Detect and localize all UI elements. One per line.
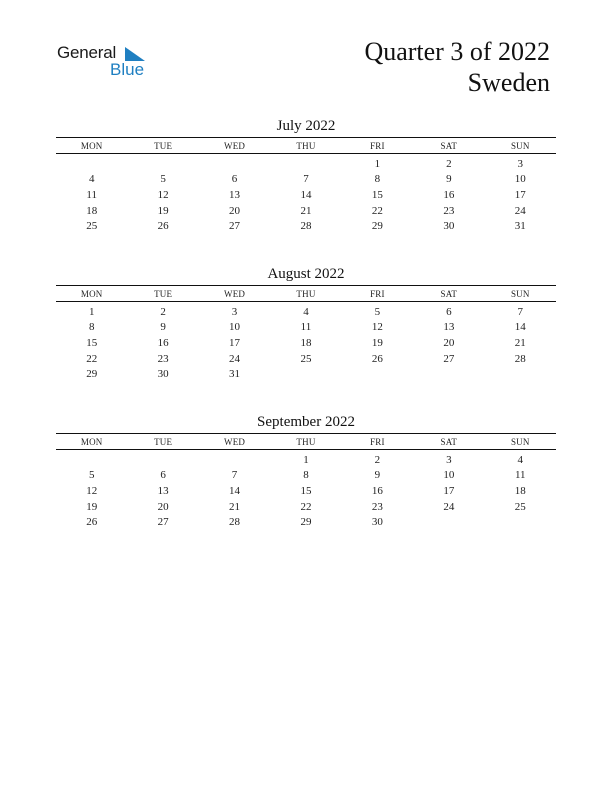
- page-title: Quarter 3 of 2022: [364, 37, 550, 66]
- weekday-header-row: [56, 138, 556, 154]
- month-calendar: [56, 413, 556, 530]
- page-title-block: [364, 36, 550, 98]
- weekday-header: FRI: [342, 286, 413, 302]
- day-cell: 22: [86, 352, 98, 365]
- day-cell: 30: [157, 368, 169, 381]
- day-cell: 19: [86, 500, 98, 513]
- day-cell: 27: [157, 516, 169, 529]
- weekday-header: THU: [270, 434, 341, 450]
- weekday-header: SAT: [413, 434, 484, 450]
- weekday-header: WED: [199, 138, 270, 154]
- day-cell: 6: [160, 469, 166, 482]
- day-cell: 31: [229, 368, 241, 381]
- day-cell: 9: [160, 321, 166, 334]
- day-cell: 27: [229, 220, 241, 233]
- weekday-header: THU: [270, 286, 341, 302]
- day-cell: 13: [157, 484, 169, 497]
- month-grid: [56, 285, 556, 382]
- day-cell: 16: [157, 336, 169, 349]
- empty-day-cell: [270, 154, 341, 172]
- day-cell: 10: [229, 321, 241, 334]
- weekday-header: MON: [56, 286, 127, 302]
- month-title: September 2022: [257, 414, 355, 430]
- empty-day-cell: [127, 154, 198, 172]
- empty-day-cell: [127, 450, 198, 468]
- day-cell: 11: [514, 469, 526, 482]
- day-cell: 2: [160, 305, 166, 318]
- day-cell: 14: [300, 188, 312, 201]
- week-row: [56, 514, 556, 530]
- day-cell: 12: [157, 188, 169, 201]
- day-cell: 21: [229, 500, 241, 513]
- day-cell: 13: [229, 188, 241, 201]
- day-cell: 7: [303, 173, 309, 186]
- day-cell: 24: [443, 500, 455, 513]
- week-row: [56, 483, 556, 499]
- day-cell: 5: [374, 305, 381, 318]
- weekday-header-row: [56, 434, 556, 450]
- empty-day-cell: [56, 154, 127, 172]
- day-cell: 9: [446, 173, 452, 186]
- day-cell: 3: [231, 305, 238, 318]
- week-row: [56, 468, 556, 484]
- day-cell: 17: [514, 188, 526, 201]
- day-cell: 5: [88, 469, 95, 482]
- empty-day-cell: [485, 514, 556, 530]
- day-cell: 15: [300, 484, 312, 497]
- day-cell: 28: [300, 220, 312, 233]
- day-cell: 14: [229, 484, 241, 497]
- week-row: [56, 366, 556, 382]
- day-cell: 25: [300, 352, 312, 365]
- day-cell: 20: [157, 500, 169, 513]
- day-cell: 29: [86, 368, 98, 381]
- empty-day-cell: [413, 514, 484, 530]
- day-cell: 30: [443, 220, 455, 233]
- month-grid: [56, 137, 556, 234]
- day-cell: 26: [86, 516, 98, 529]
- weekday-header: WED: [199, 286, 270, 302]
- day-cell: 20: [229, 204, 241, 217]
- day-cell: 18: [514, 484, 526, 497]
- day-cell: 15: [371, 188, 383, 201]
- weekday-header: SUN: [485, 286, 556, 302]
- day-cell: 25: [514, 500, 526, 513]
- day-cell: 23: [443, 204, 455, 217]
- day-cell: 21: [300, 204, 312, 217]
- day-cell: 26: [157, 220, 169, 233]
- week-row: [56, 203, 556, 219]
- day-cell: 28: [229, 516, 241, 529]
- day-cell: 9: [374, 469, 381, 482]
- empty-day-cell: [270, 366, 341, 382]
- week-row: [56, 335, 556, 351]
- day-cell: 5: [160, 173, 166, 186]
- day-cell: 18: [300, 336, 312, 349]
- day-cell: 2: [446, 157, 452, 170]
- day-cell: 12: [86, 484, 98, 497]
- day-cell: 8: [374, 173, 381, 186]
- weekday-header: WED: [199, 434, 270, 450]
- day-cell: 28: [514, 352, 526, 365]
- empty-day-cell: [485, 366, 556, 382]
- week-row: [56, 172, 556, 188]
- day-cell: 15: [86, 336, 98, 349]
- day-cell: 24: [229, 352, 241, 365]
- day-cell: 20: [443, 336, 455, 349]
- day-cell: 27: [443, 352, 455, 365]
- month-title: July 2022: [276, 118, 336, 134]
- day-cell: 23: [157, 352, 169, 365]
- empty-day-cell: [56, 450, 127, 468]
- logo-word-blue: Blue: [110, 60, 145, 79]
- empty-day-cell: [342, 366, 413, 382]
- day-cell: 23: [371, 500, 383, 513]
- weekday-header: FRI: [342, 138, 413, 154]
- day-cell: 13: [443, 321, 455, 334]
- day-cell: 29: [300, 516, 312, 529]
- week-row: [56, 187, 556, 203]
- empty-day-cell: [199, 154, 270, 172]
- month-calendar: [56, 265, 556, 382]
- country-name: Sweden: [467, 68, 550, 97]
- weekday-header: MON: [56, 138, 127, 154]
- day-cell: 22: [371, 204, 383, 217]
- week-row: [56, 154, 556, 172]
- day-cell: 4: [303, 305, 309, 318]
- week-row: [56, 218, 556, 234]
- weekday-header-row: [56, 286, 556, 302]
- day-cell: 8: [88, 321, 95, 334]
- day-cell: 16: [443, 188, 455, 201]
- triangle-flag-icon: [125, 47, 145, 61]
- day-cell: 24: [514, 204, 526, 217]
- day-cell: 14: [514, 321, 526, 334]
- day-cell: 10: [514, 173, 526, 186]
- week-row: [56, 302, 556, 320]
- generalblue-logo: [57, 43, 157, 83]
- day-cell: 19: [371, 336, 383, 349]
- day-cell: 3: [517, 157, 524, 170]
- weekday-header: SAT: [413, 286, 484, 302]
- month-calendar: [56, 117, 556, 234]
- day-cell: 11: [86, 188, 97, 201]
- day-cell: 22: [300, 500, 312, 513]
- day-cell: 19: [157, 204, 169, 217]
- week-row: [56, 351, 556, 367]
- day-cell: 4: [517, 453, 524, 466]
- day-cell: 7: [231, 469, 238, 482]
- weekday-header: FRI: [342, 434, 413, 450]
- weekday-header: TUE: [127, 138, 198, 154]
- month-title: August 2022: [267, 266, 345, 282]
- weekday-header: SUN: [485, 138, 556, 154]
- day-cell: 17: [229, 336, 241, 349]
- weekday-header: THU: [270, 138, 341, 154]
- day-cell: 18: [86, 204, 98, 217]
- day-cell: 12: [371, 321, 383, 334]
- day-cell: 4: [88, 173, 95, 186]
- day-cell: 26: [371, 352, 383, 365]
- day-cell: 17: [443, 484, 455, 497]
- day-cell: 29: [371, 220, 383, 233]
- day-cell: 16: [371, 484, 383, 497]
- empty-day-cell: [199, 450, 270, 468]
- week-row: [56, 499, 556, 515]
- logo-word-general: General: [57, 43, 117, 62]
- week-row: [56, 450, 556, 468]
- day-cell: 31: [514, 220, 526, 233]
- weekday-header: TUE: [127, 434, 198, 450]
- day-cell: 3: [446, 453, 452, 466]
- week-row: [56, 320, 556, 336]
- day-cell: 21: [514, 336, 526, 349]
- day-cell: 6: [231, 173, 238, 186]
- day-cell: 30: [371, 516, 383, 529]
- day-cell: 8: [303, 469, 309, 482]
- empty-day-cell: [413, 366, 484, 382]
- weekday-header: TUE: [127, 286, 198, 302]
- day-cell: 25: [86, 220, 98, 233]
- weekday-header: SUN: [485, 434, 556, 450]
- day-cell: 11: [300, 321, 312, 334]
- day-cell: 6: [446, 305, 452, 318]
- day-cell: 1: [374, 157, 381, 170]
- weekday-header: SAT: [413, 138, 484, 154]
- day-cell: 7: [517, 305, 524, 318]
- weekday-header: MON: [56, 434, 127, 450]
- day-cell: 1: [303, 453, 309, 466]
- month-grid: [56, 433, 556, 530]
- day-cell: 1: [88, 305, 95, 318]
- day-cell: 10: [443, 469, 455, 482]
- day-cell: 2: [374, 453, 381, 466]
